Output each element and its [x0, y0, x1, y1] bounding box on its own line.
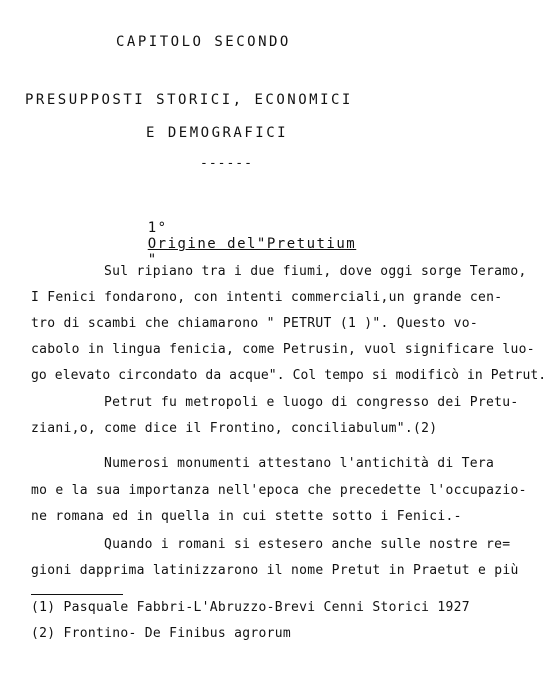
body-line: ziani,o, come dice il Frontino, conciliabulum".(2)	[31, 421, 438, 436]
body-line: Numerosi monumenti attestano l'antichità di Tera	[104, 456, 495, 471]
body-line: ne romana ed in quella in cui stette sotto i Fenici.-	[31, 509, 462, 524]
body-line: Sul ripiano tra i due fiumi, dove oggi sorge Teramo,	[104, 264, 527, 279]
body-line: Quando i romani si estesero anche sulle nostre re=	[104, 537, 511, 552]
title-divider: ------	[200, 156, 253, 171]
body-line: Petrut fu metropoli e luogo di congresso dei Pretu-	[104, 395, 519, 410]
footnote: (2) Frontino- De Finibus agrorum	[31, 626, 292, 641]
body-line: cabolo in lingua fenicia, come Petrusin, vuol significare luo-	[31, 342, 535, 357]
title-line-2: E DEMOGRAFICI	[146, 125, 289, 141]
body-line: gioni dapprima latinizzarono il nome Pretut in Praetut e più	[31, 563, 519, 578]
body-line: mo e la sua importanza nell'epoca che precedette l'occupazio-	[31, 483, 527, 498]
body-line: go elevato circondato da acque". Col tempo si modificò in Petrut.	[31, 368, 547, 383]
footnote-rule	[31, 594, 123, 595]
body-line: tro di scambi che chiamarono " PETRUT (1 )". Questo vo-	[31, 316, 478, 331]
body-line: I Fenici fondarono, con intenti commerciali,un grande cen-	[31, 290, 503, 305]
section-quote: "	[147, 252, 158, 268]
title-line-1: PRESUPPOSTI STORICI, ECONOMICI	[25, 92, 353, 108]
section-number: 1°	[147, 220, 168, 236]
footnote: (1) Pasquale Fabbri-L'Abruzzo-Brevi Cenni Storici 1927	[31, 600, 470, 615]
section-title: Origine del"Pretutium	[147, 236, 357, 252]
chapter-heading: CAPITOLO SECONDO	[116, 34, 291, 50]
